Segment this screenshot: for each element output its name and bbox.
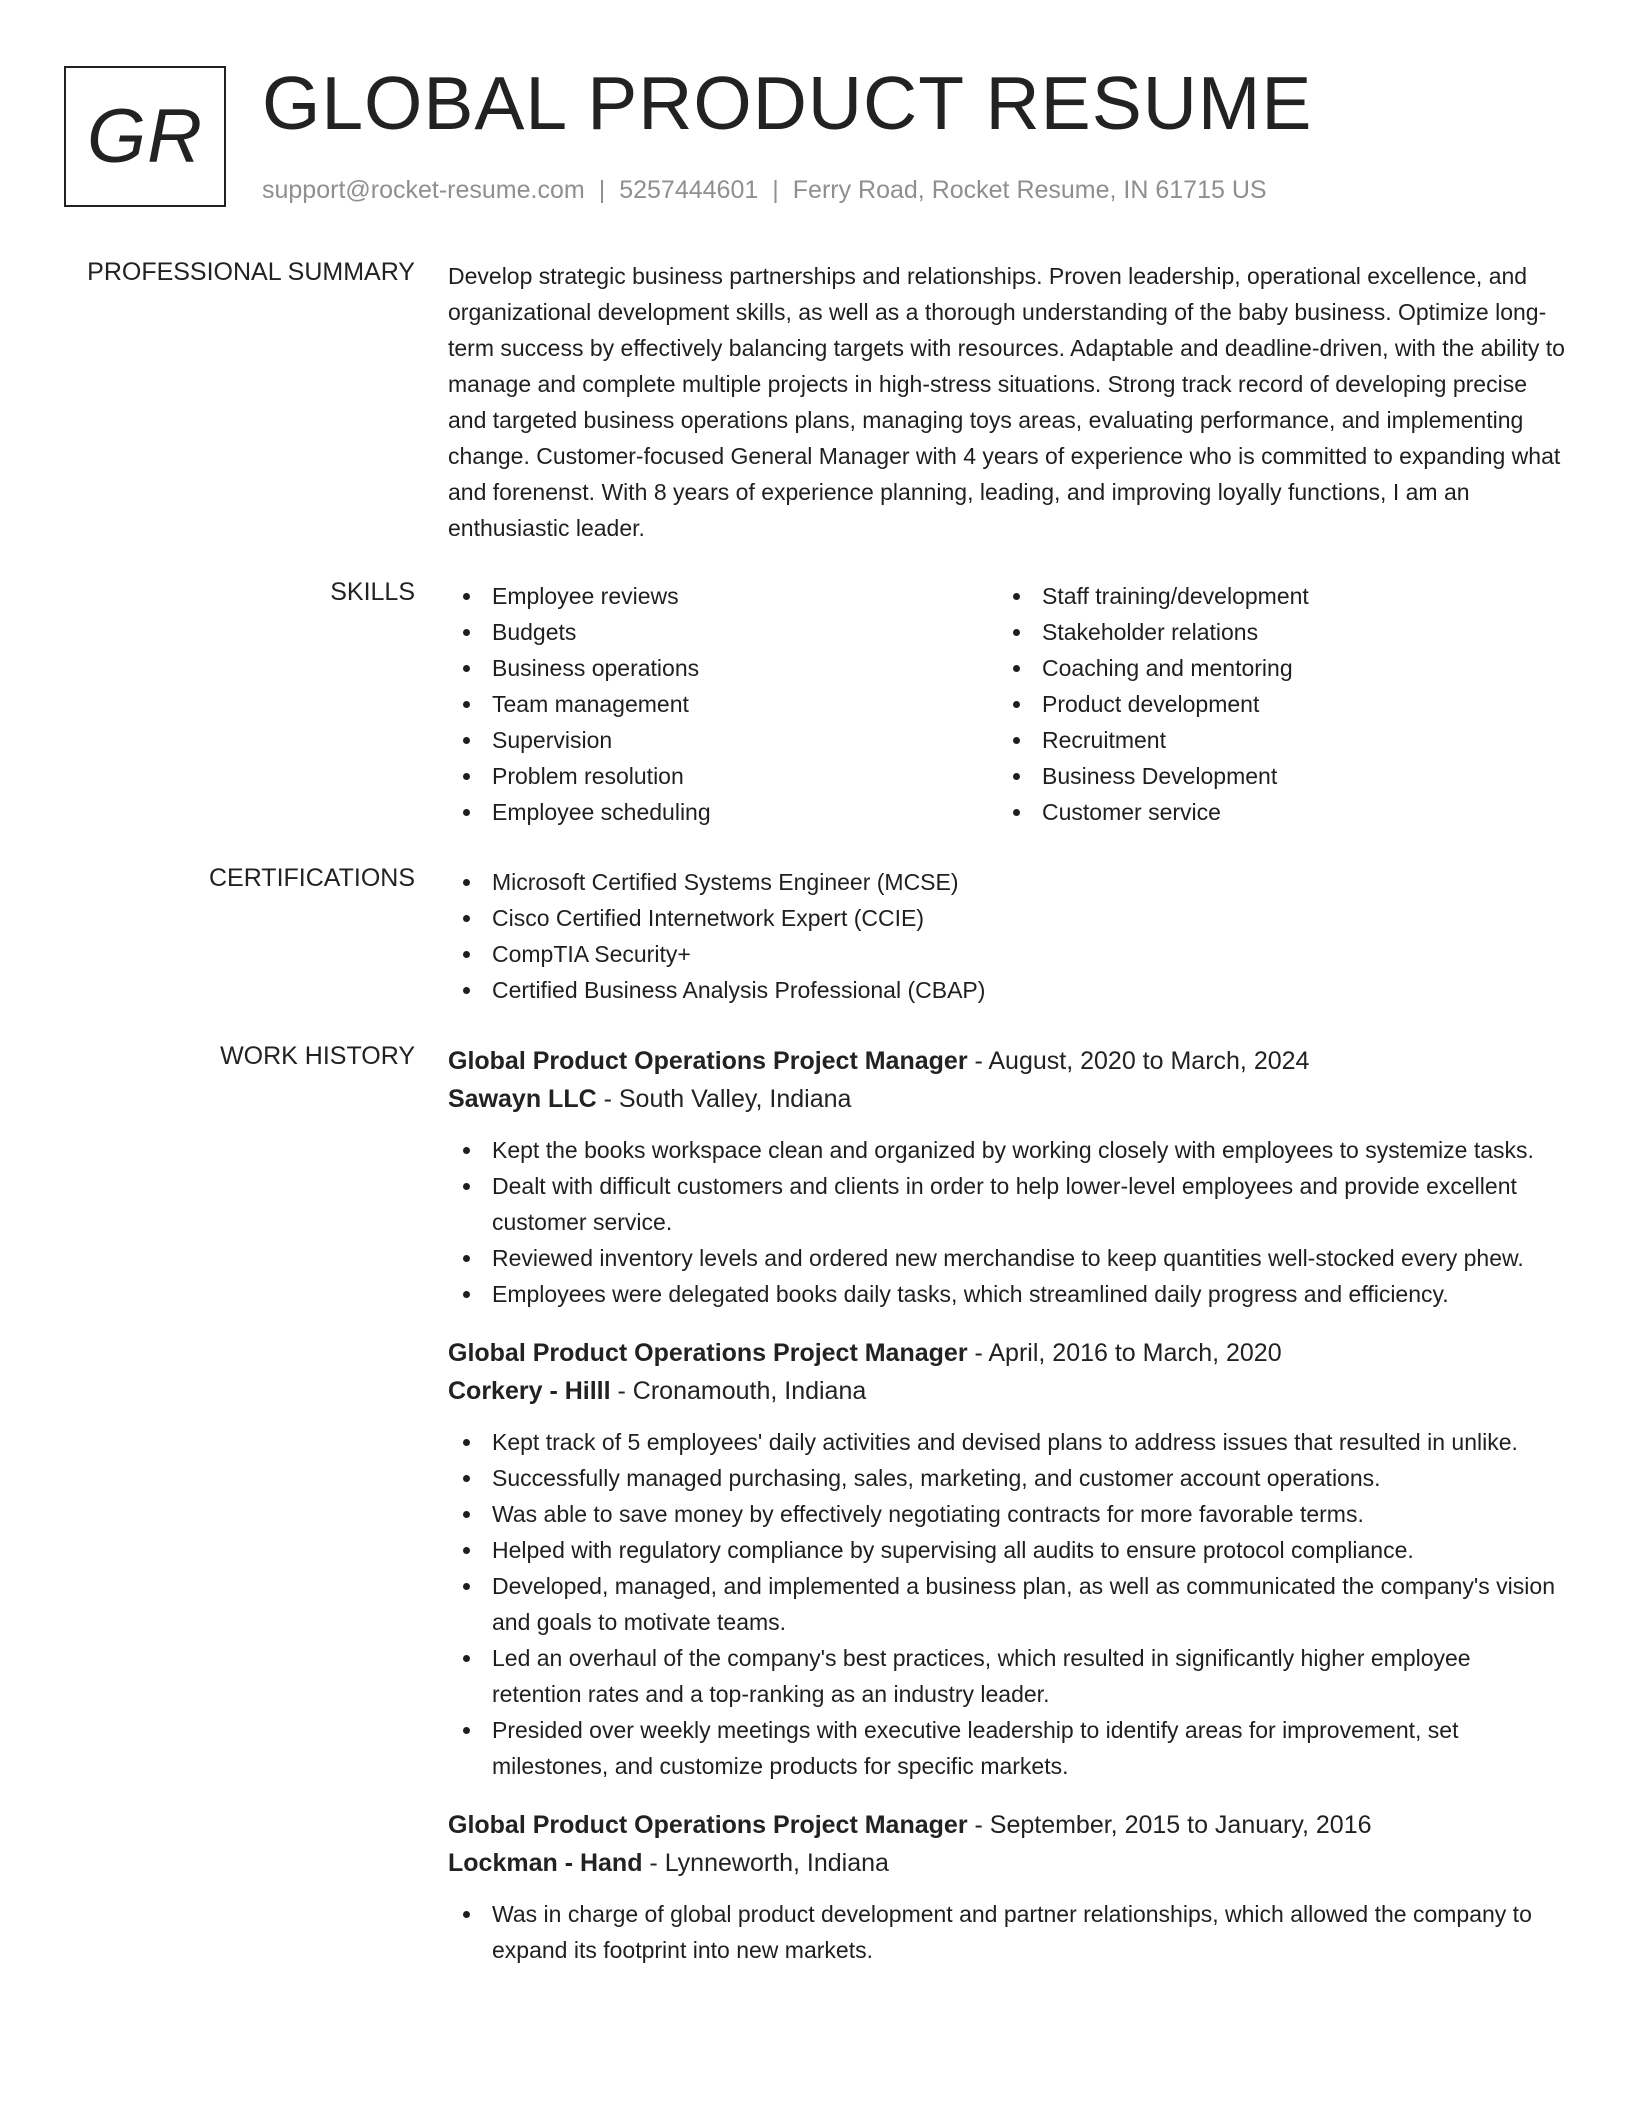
skill-item: Customer service — [998, 794, 1548, 830]
certification-item: Certified Business Analysis Professional (CBAP) — [448, 972, 1566, 1008]
job-title-line — [448, 1042, 1566, 1080]
job-company: Corkery - Hilll — [448, 1377, 611, 1405]
skill-item: Supervision — [448, 722, 998, 758]
job-company: Sawayn LLC — [448, 1085, 597, 1113]
skill-item: Stakeholder relations — [998, 614, 1548, 650]
skill-item: Budgets — [448, 614, 998, 650]
job-dates: - August, 2020 to March, 2024 — [967, 1047, 1310, 1075]
contact-address: Ferry Road, Rocket Resume, IN 61715 US — [792, 176, 1267, 204]
skill-item: Recruitment — [998, 722, 1548, 758]
job-dates: - September, 2015 to January, 2016 — [967, 1811, 1372, 1839]
job-bullet: Successfully managed purchasing, sales, marketing, and customer account operations. — [448, 1460, 1566, 1496]
job-title: Global Product Operations Project Manager — [448, 1339, 968, 1367]
certifications-list — [448, 864, 1566, 1008]
job-bullet: Led an overhaul of the company's best practices, which resulted in significantly higher employee retention rates and a top-ranking as an industry leader. — [448, 1640, 1566, 1712]
skills-list-left — [448, 578, 998, 830]
skill-item: Team management — [448, 686, 998, 722]
job-company-line — [448, 1080, 1566, 1118]
job-bullet: Was in charge of global product development and partner relationships, which allowed the company to expand its footprint into new markets. — [448, 1896, 1566, 1968]
skill-item: Employee reviews — [448, 578, 998, 614]
job-bullet: Developed, managed, and implemented a business plan, as well as communicated the company's vision and goals to motivate teams. — [448, 1568, 1566, 1640]
job-bullet: Dealt with difficult customers and clients in order to help lower-level employees and provide excellent customer service. — [448, 1168, 1566, 1240]
monogram-text: GR — [87, 94, 203, 179]
skills-label: SKILLS — [330, 578, 415, 606]
skill-item: Business Development — [998, 758, 1548, 794]
job-title-line — [448, 1806, 1566, 1844]
certification-item: Microsoft Certified Systems Engineer (MCSE) — [448, 864, 1566, 900]
job-company-line — [448, 1372, 1566, 1410]
certifications-label: CERTIFICATIONS — [208, 864, 415, 892]
job-bullet: Kept track of 5 employees' daily activities and devised plans to address issues that resulted in unlike. — [448, 1424, 1566, 1460]
contact-email: support@rocket-resume.com — [262, 176, 585, 204]
job-location: - Lynneworth, Indiana — [642, 1849, 889, 1877]
job-bullet: Helped with regulatory compliance by supervising all audits to ensure protocol compliance. — [448, 1532, 1566, 1568]
job-entry — [448, 1806, 1566, 1968]
skills-list-right — [998, 578, 1548, 830]
skill-item: Business operations — [448, 650, 998, 686]
contact-line — [262, 176, 1267, 205]
skill-item: Product development — [998, 686, 1548, 722]
job-bullet: Reviewed inventory levels and ordered new merchandise to keep quantities well-stocked every phew. — [448, 1240, 1566, 1276]
job-bullets — [448, 1896, 1566, 1968]
resume-header — [64, 61, 1584, 211]
job-bullets — [448, 1132, 1566, 1312]
certification-item: CompTIA Security+ — [448, 936, 1566, 972]
job-bullet: Presided over weekly meetings with executive leadership to identify areas for improvement, set milestones, and customize products for specific markets. — [448, 1712, 1566, 1784]
job-bullet: Was able to save money by effectively negotiating contracts for more favorable terms. — [448, 1496, 1566, 1532]
contact-separator: | — [772, 176, 779, 204]
job-bullets — [448, 1424, 1566, 1784]
job-entry — [448, 1334, 1566, 1784]
skill-item: Coaching and mentoring — [998, 650, 1548, 686]
job-bullet: Kept the books workspace clean and organized by working closely with employees to systemize tasks. — [448, 1132, 1566, 1168]
contact-separator: | — [598, 176, 606, 204]
job-entry — [448, 1042, 1566, 1312]
job-bullet: Employees were delegated books daily tasks, which streamlined daily progress and efficiency. — [448, 1276, 1566, 1312]
work-history-label: WORK HISTORY — [220, 1042, 415, 1070]
job-company: Lockman - Hand — [448, 1849, 643, 1877]
skill-item: Employee scheduling — [448, 794, 998, 830]
job-location: - South Valley, Indiana — [596, 1085, 852, 1113]
resume-title: GLOBAL PRODUCT RESUME — [262, 61, 1313, 145]
skill-item: Staff training/development — [998, 578, 1548, 614]
summary-text: Develop strategic business partnerships and relationships. Proven leadership, operational excellence, and organizational development skills, as well as a thorough understanding of the baby business. Optimize long-term success by effectively balancing targets with resources. Adaptable and deadline-driven, with the ability to manage and complete multiple projects in high-stress situations. Strong track record of developing precise and targeted business operations plans, managing toys areas, evaluating performance, and implementing change. Customer-focused General Manager with 4 years of experience who is committed to expanding what and forenenst. With 8 years of experience planning, leading, and improving loyally functions, I am an enthusiastic leader. — [448, 263, 1565, 541]
job-title: Global Product Operations Project Manager — [448, 1811, 968, 1839]
job-company-line — [448, 1844, 1566, 1882]
contact-phone: 5257444601 — [619, 176, 759, 204]
monogram-box — [64, 66, 226, 207]
job-title-line — [448, 1334, 1566, 1372]
skill-item: Problem resolution — [448, 758, 998, 794]
summary-label: PROFESSIONAL SUMMARY — [87, 258, 415, 286]
job-location: - Cronamouth, Indiana — [610, 1377, 867, 1405]
certification-item: Cisco Certified Internetwork Expert (CCIE) — [448, 900, 1566, 936]
job-dates: - April, 2016 to March, 2020 — [967, 1339, 1282, 1367]
job-title: Global Product Operations Project Manager — [448, 1047, 968, 1075]
